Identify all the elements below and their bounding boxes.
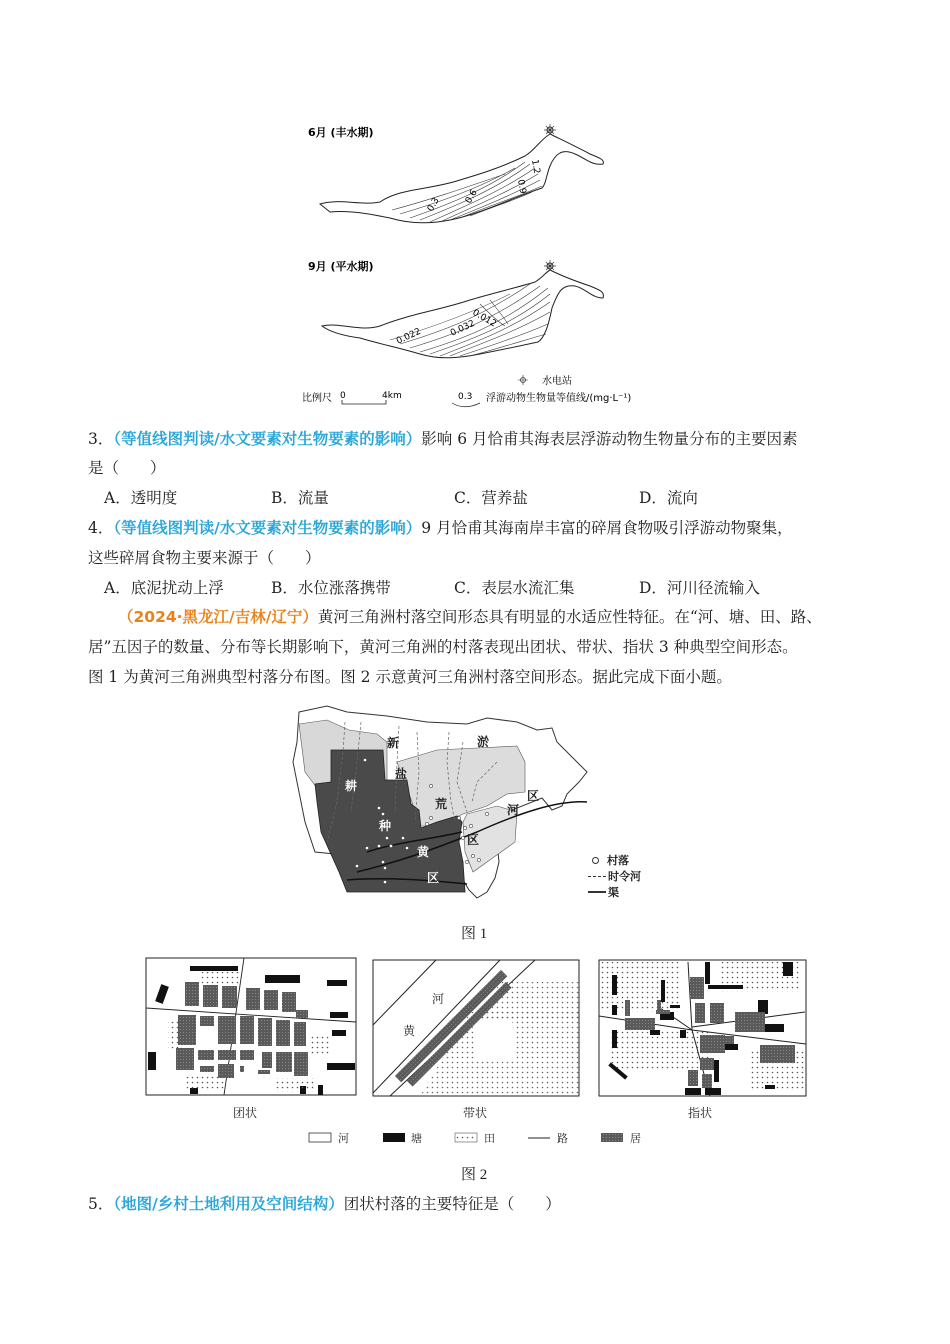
passage-text-1: 黄河三角洲村落空间形态具有明显的水适应性特征。在“河、塘、田、路、 xyxy=(317,608,822,626)
q3-option-d[interactable]: D．流向 xyxy=(639,489,698,507)
sept-panel-label: 9月 (平水期) xyxy=(308,260,374,273)
region-label-qu-3: 区 xyxy=(427,871,440,885)
q4-option-d[interactable]: D．河川径流输入 xyxy=(639,579,760,597)
region-label-yu: 淤 xyxy=(477,735,490,749)
legend-village: 村落 xyxy=(588,852,678,868)
panel-caption-clustered: 团状 xyxy=(233,1106,258,1120)
passage-line3: 图 1 为黄河三角洲典型村落分布图。图 2 示意黄河三角洲村落空间形态。据此完成下面小题。 xyxy=(88,668,732,686)
question-5-tag: （地图/乡村土地利用及空间结构） xyxy=(113,1195,344,1213)
river-swatch xyxy=(309,1133,331,1142)
june-panel-label: 6月 (丰水期) xyxy=(308,126,374,139)
panel-caption-strip: 带状 xyxy=(463,1106,488,1120)
legend-pond: 塘 xyxy=(411,1132,422,1145)
pond-swatch xyxy=(383,1133,405,1142)
panel-caption-finger: 指状 xyxy=(688,1106,713,1120)
region-label-qu-1: 区 xyxy=(527,789,540,803)
panel-clustered xyxy=(146,958,356,1095)
region-label-zhong: 种 xyxy=(379,819,392,833)
q4-option-a[interactable]: A．底泥扰动上浮 xyxy=(104,579,224,597)
scale-end: 4km xyxy=(382,391,402,401)
legend-river: 河 xyxy=(338,1132,349,1145)
figure-2-legend xyxy=(309,1131,641,1145)
legend-field: 田 xyxy=(484,1132,495,1145)
legend-seasonal-river: 时令河 xyxy=(588,868,678,884)
contour-label-0032: 0.032 xyxy=(449,318,477,339)
question-4-text: 9 月恰甫其海南岸丰富的碎屑食物吸引浮游动物聚集， xyxy=(421,519,793,537)
contour-label-09: 0.9 xyxy=(515,178,528,195)
q4-option-b[interactable]: B．水位涨落携带 xyxy=(271,579,391,597)
field-swatch xyxy=(455,1133,477,1142)
region-label-he: 河 xyxy=(507,803,520,817)
scale-label: 比例尺 xyxy=(302,393,332,404)
question-3-number: 3． xyxy=(88,430,114,448)
q3-option-a[interactable]: A．透明度 xyxy=(104,489,178,507)
passage-line2: 居”五因子的数量、分布等长期影响下，黄河三角洲的村落表现出团状、带状、指状 3 种典型空间形态。 xyxy=(88,638,798,656)
figure-1-caption: 图 1 xyxy=(461,926,488,942)
panel-finger xyxy=(599,960,806,1096)
residence-swatch xyxy=(601,1133,623,1142)
contour-label-12: 1.2 xyxy=(529,158,542,175)
panel-strip xyxy=(373,960,579,1096)
contour-label-06: 0.6 xyxy=(463,188,480,206)
question-4-tag: （等值线图判读/水文要素对生物要素的影响） xyxy=(113,519,422,537)
legend-residence: 居 xyxy=(630,1132,641,1145)
legend-canal: 渠 xyxy=(588,884,678,900)
scale-zero: 0 xyxy=(340,391,346,401)
river-label-huang: 黄 xyxy=(403,1024,416,1038)
question-5-text: 团状村落的主要特征是（ ） xyxy=(343,1195,561,1213)
question-5-line1 xyxy=(88,1194,561,1214)
contour-label-03: 0.3 xyxy=(425,196,442,214)
region-label-xin: 新 xyxy=(387,736,400,750)
question-4-number: 4． xyxy=(88,519,114,537)
q4-option-c[interactable]: C．表层水流汇集 xyxy=(454,579,575,597)
contour-legend-desc: 浮游动物生物量等值线/(mg·L⁻¹) xyxy=(486,393,632,404)
region-label-huang: 黄 xyxy=(417,845,430,859)
region-label-qu-2: 区 xyxy=(467,833,480,847)
q3-option-c[interactable]: C．营养盐 xyxy=(454,489,528,507)
question-3-line2: 是（ ） xyxy=(88,459,166,477)
contour-legend-sample: 0.3 xyxy=(458,392,473,402)
contour-label-0012: 0.012 xyxy=(470,307,498,330)
contour-label-0022: 0.022 xyxy=(395,326,423,347)
figure-2-caption: 图 2 xyxy=(461,1167,488,1183)
passage-source-tag: （2024·黑龙江/吉林/辽宁） xyxy=(118,608,318,626)
question-3-tag: （等值线图判读/水文要素对生物要素的影响） xyxy=(113,430,422,448)
hydro-station-legend-label: 水电站 xyxy=(542,376,572,387)
river-label-he: 河 xyxy=(432,992,445,1006)
region-label-yan: 盐 xyxy=(395,767,408,781)
question-3-text: 影响 6 月恰甫其海表层浮游动物生物量分布的主要因素 xyxy=(421,430,798,448)
question-5-number: 5． xyxy=(88,1195,114,1213)
question-4-line2: 这些碎屑食物主要来源于（ ） xyxy=(88,549,321,567)
region-label-huang-waste: 荒 xyxy=(435,797,448,811)
legend-road: 路 xyxy=(557,1132,568,1145)
q3-option-b[interactable]: B．流量 xyxy=(271,489,329,507)
region-label-geng: 耕 xyxy=(345,779,358,793)
